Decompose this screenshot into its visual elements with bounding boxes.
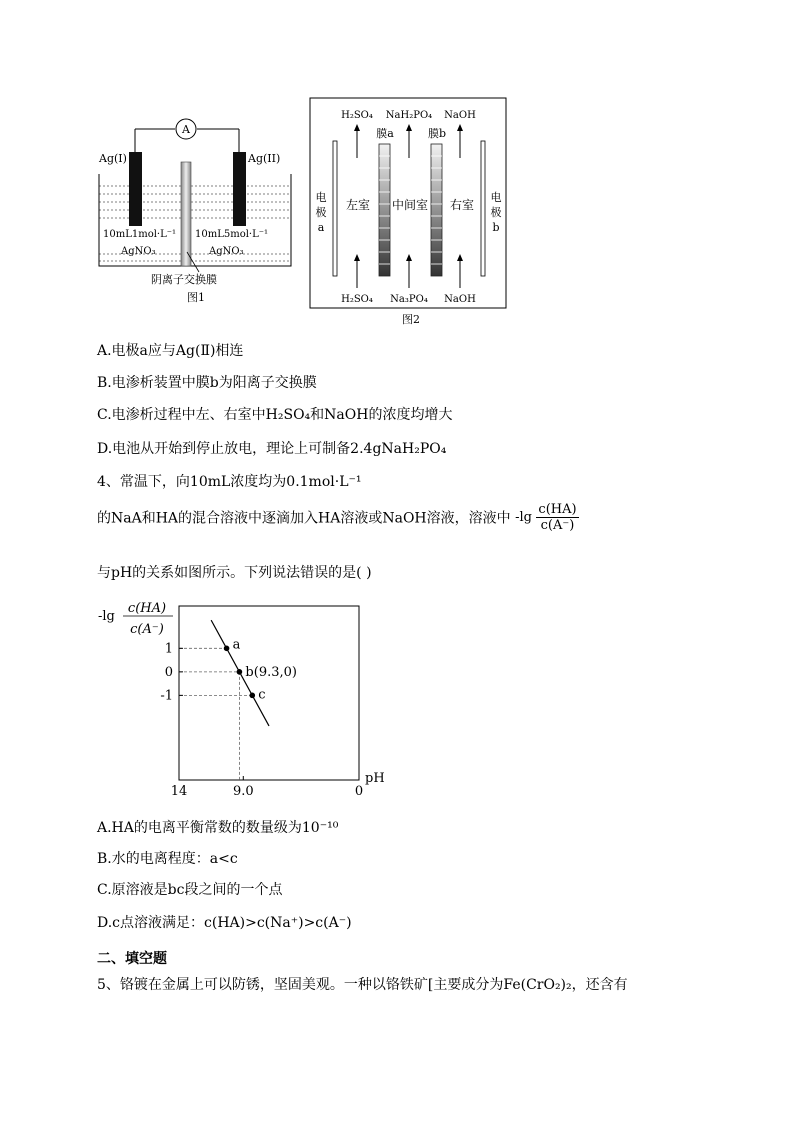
q3-option-b: B.电渗析装置中膜b为阳离子交换膜: [97, 375, 317, 391]
membrane-label: 阴离子交换膜: [151, 273, 217, 286]
data-label-1: b(9.3,0): [245, 664, 297, 680]
q4-stem-fraction: [536, 502, 578, 533]
top-naoh: NaOH: [444, 110, 476, 121]
q4-stem-line2: [97, 502, 579, 533]
q4-stem-frac-num: c(HA): [538, 502, 577, 517]
membrane-b: [431, 144, 442, 276]
data-label-2: c: [258, 687, 266, 703]
top-h2so4: H₂SO₄: [341, 110, 373, 121]
x-tick-label-0: 14: [170, 784, 188, 799]
x-tick-label-1: 9.0: [232, 784, 254, 799]
left-solution-conc: 10mL1mol·L⁻¹: [103, 229, 177, 240]
left-room-label: 左室: [345, 198, 371, 212]
q4-stem-lg-prefix: -lg: [515, 510, 532, 525]
q4-option-d: D.c点溶液满足：c(HA)>c(Na⁺)>c(A⁻): [97, 915, 352, 931]
bottom-na3po4: Na₃PO₄: [390, 294, 428, 305]
chart-ylabel-num: c(HA): [127, 601, 167, 616]
chart-ylabel-prefix: -lg: [98, 609, 115, 624]
electrode-a: [333, 141, 337, 276]
section-2-heading: 二、填空题: [97, 951, 167, 967]
q4-stem-line3: 与pH的关系如图所示。下列说法错误的是( ): [97, 565, 372, 581]
left-solution-name: AgNO₃: [121, 246, 156, 257]
q4-option-b: B.水的电离程度：a<c: [97, 851, 238, 867]
y-tick-label-1: 0: [164, 664, 173, 680]
electrode-ag1: [129, 152, 142, 226]
electrode-a-char-3: a: [317, 221, 325, 234]
electrode-b-char-3: b: [492, 221, 500, 234]
electrode-a-char-2: 极: [315, 206, 327, 219]
right-room-label: 右室: [449, 198, 475, 212]
chart-frame: [179, 606, 359, 780]
right-solution-name: AgNO₃: [209, 246, 244, 257]
q4-stem-line2-text: 的NaA和HA的混合溶液中逐滴加入HA溶液或NaOH溶液，溶液中: [97, 510, 511, 527]
figure-2-electrodialysis: [305, 96, 515, 331]
ag1-label: Ag(I): [99, 152, 127, 165]
q4-stem-line1: 4、常温下，向10mL浓度均为0.1mol·L⁻¹: [97, 474, 362, 490]
q4-option-c: C.原溶液是bc段之间的一个点: [97, 882, 283, 898]
electrode-b: [481, 141, 485, 276]
ag2-label: Ag(II): [248, 152, 281, 165]
data-point-1: [237, 669, 243, 675]
chart-ylabel-den: c(A⁻): [130, 622, 164, 637]
ammeter-label: A: [182, 123, 190, 136]
figure-1-caption: 图1: [187, 291, 205, 304]
data-point-0: [224, 646, 230, 652]
y-tick-label-0: 1: [164, 641, 173, 657]
q3-option-d: D.电池从开始到停止放电，理论上可制备2.4gNaH₂PO₄: [97, 441, 447, 457]
q5-stem: 5、铬镀在金属上可以防锈，坚固美观。一种以铬铁矿[主要成分为Fe(CrO₂)₂，还含有: [97, 977, 628, 993]
middle-room-label: 中间室: [391, 198, 429, 212]
q3-option-a: A.电极a应与Ag(Ⅱ)相连: [97, 343, 244, 359]
bottom-h2so4: H₂SO₄: [341, 294, 373, 305]
q4-option-a: A.HA的电离平衡常数的数量级为10⁻¹⁰: [97, 820, 339, 836]
bottom-naoh: NaOH: [444, 294, 476, 305]
q4-chart: [95, 590, 395, 805]
q4-stem-frac-den: c(A⁻): [540, 518, 575, 533]
y-tick-label-2: -1: [160, 688, 173, 704]
electrode-b-char-2: 极: [490, 206, 502, 219]
figure-2-caption: 图2: [402, 313, 420, 326]
right-solution-conc: 10mL5mol·L⁻¹: [195, 229, 269, 240]
electrode-ag2: [233, 152, 246, 226]
x-tick-label-2: 0: [354, 784, 364, 799]
q3-option-c: C.电渗析过程中左、右室中H₂SO₄和NaOH的浓度均增大: [97, 407, 453, 423]
top-nah2po4: NaH₂PO₄: [385, 110, 433, 121]
anion-exchange-membrane: [181, 162, 191, 266]
electrode-b-char-1: 电: [490, 191, 502, 204]
data-label-0: a: [232, 637, 241, 653]
membrane-a-label: 膜a: [376, 127, 394, 140]
chart-xlabel: pH: [365, 771, 385, 786]
data-point-2: [249, 693, 255, 699]
electrode-a-char-1: 电: [315, 191, 327, 204]
figure-1-electrochemical-cell: [95, 112, 295, 312]
membrane-b-label: 膜b: [427, 127, 447, 140]
membrane-a: [379, 144, 390, 276]
